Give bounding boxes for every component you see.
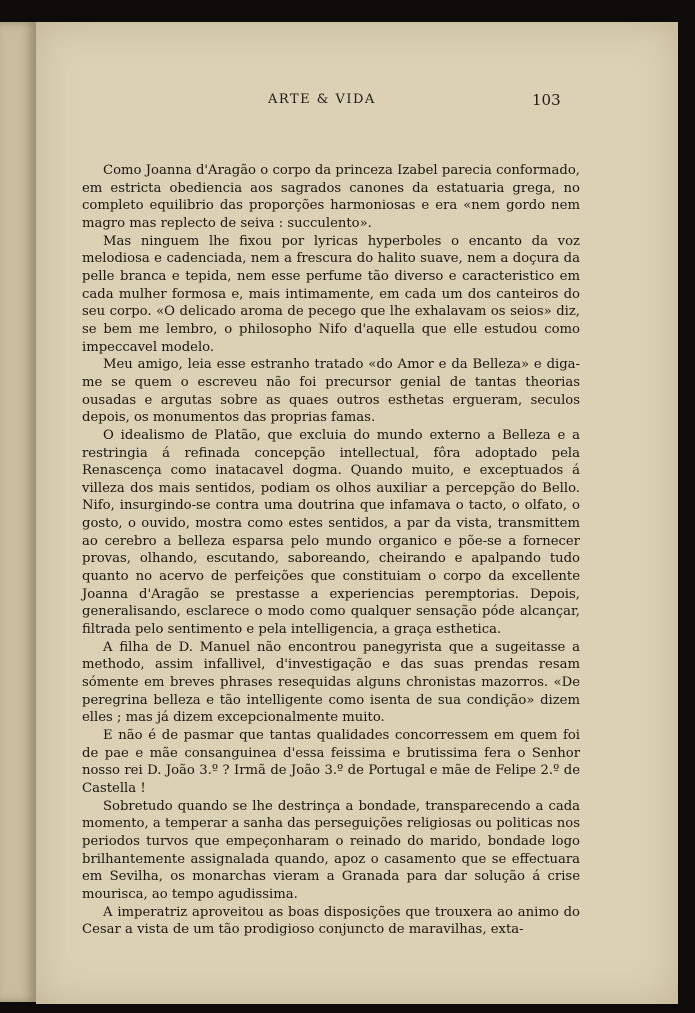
book-page bbox=[36, 22, 678, 1004]
previous-page-edge bbox=[0, 22, 38, 1002]
page-number: 103 bbox=[532, 91, 561, 109]
paragraph-8: A imperatriz aproveitou as boas disposições que trouxera ao animo do Cesar a vista de um tão prodigioso conjuncto de maravilhas, exta- bbox=[82, 904, 580, 938]
body-text bbox=[82, 162, 580, 939]
paragraph-7: Sobretudo quando se lhe destrinça a bondade, transparecendo a cada momento, a temperar a sanha das perseguições religiosas ou politicas nos periodos turvos que empeçonharam o reinado do marido, bondade logo brilhantemente assignalada quando, apoz o casamento que se effectuara em Sevilha, os monarchas vieram a Granada para dar solução á crise mourisca, ao tempo agudissima. bbox=[82, 798, 580, 902]
paragraph-2: Mas ninguem lhe fixou por lyricas hyperboles o encanto da voz melodiosa e cadenciada, nem a frescura do halito suave, nem a doçura da pelle branca e tepida, nem esse perfume tão diverso e caracteristico em cada mulher formosa e, mais intimamente, em cada um dos canteiros do seu corpo. «O delicado aroma de pecego que lhe exhalavam os seios» diz, se bem me lembro, o philosopho Nifo d'aquella que elle estudou como impeccavel modelo. bbox=[82, 233, 580, 355]
paragraph-6: E não é de pasmar que tantas qualidades concorressem em quem foi de pae e mãe consanguinea d'essa feissima e brutissima fera o Senhor nosso rei D. João 3.º ? Irmã de João 3.º de Portugal e mãe de Felipe 2.º de Castella ! bbox=[82, 728, 580, 796]
paragraph-1: Como Joanna d'Aragão o corpo da princeza Izabel parecia conformado, em estricta obediencia aos sagrados canones da estatuaria grega, no completo equilibrio das proporções harmoniosas e era «nem gordo nem magro mas replecto de seiva : succulento». bbox=[82, 163, 580, 231]
running-title: ARTE & VIDA bbox=[268, 92, 376, 107]
running-header bbox=[36, 92, 678, 112]
paragraph-5: A filha de D. Manuel não encontrou panegyrista que a sugeitasse a methodo, assim infallivel, d'investigação e das suas prendas resam sómente em breves phrases resequidas alguns chronistas mazorros. «De peregrina belleza e tão intelligente como isenta de sua condição» dizem elles ; mas já dizem excepcionalmente muito. bbox=[82, 639, 580, 726]
paragraph-4: O idealismo de Platão, que excluia do mundo externo a Belleza e a restringia á refinada concepção intellectual, fôra adoptado pela Renascença como inatacavel dogma. Quando muito, e exceptuados á villeza dos mais sentidos, podiam os olhos auxiliar a percepção do Bello. Nifo, insurgindo-se contra uma doutrina que infamava o tacto, o olfato, o gosto, o ouvido, mostra como estes sentidos, a par da vista, transmittem ao cerebro a belleza esparsa pelo mundo organico e põe-se a fornecer provas, olhando, escutando, saboreando, cheirando e apalpando tudo quanto no acervo de perfeições que constituiam o corpo da excellente Joanna d'Aragão se prestasse a experiencias peremptorias. Depois, generalisando, esclarece o modo como qualquer sensação póde alcançar, filtrada pelo sentimento e pela intelligencia, a graça esthetica. bbox=[82, 427, 580, 638]
paragraph-3: Meu amigo, leia esse estranho tratado «do Amor e da Belleza» e diga-me se quem o escreveu não foi precursor genial de tantas theorias ousadas e argutas sobre as quaes outros esthetas ergueram, seculos depois, os monumentos das proprias famas. bbox=[82, 357, 580, 426]
